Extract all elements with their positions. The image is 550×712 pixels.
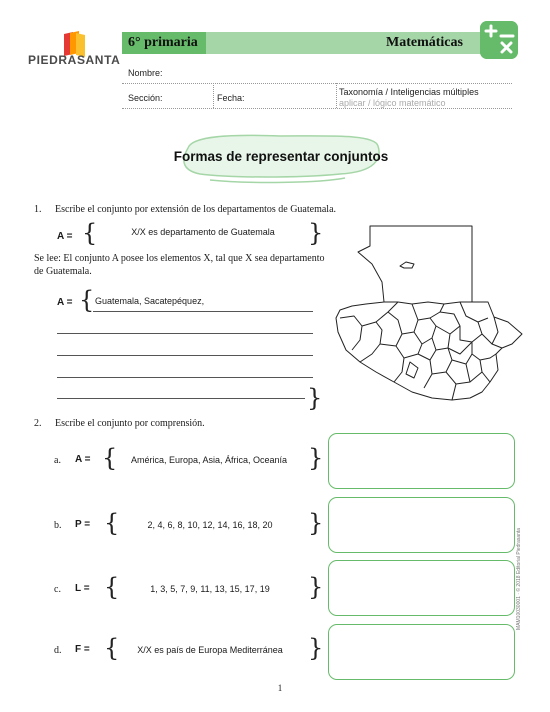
guatemala-departments-map [332, 222, 527, 407]
q1-set-comprehension: X/X es departamento de Guatemala [131, 227, 275, 237]
q2-item-letter: c. [54, 584, 61, 595]
q2-set-label: A = [75, 454, 91, 465]
answer-line[interactable] [57, 333, 313, 334]
q2-set-label: L = [75, 583, 90, 594]
q1-reading: Se lee: El conjunto A posee los elementos X, tal que X sea departamento de Guatemala. [34, 253, 325, 277]
field-divider [336, 83, 337, 108]
q1-number: 1. [34, 204, 42, 215]
nombre-line [122, 83, 512, 84]
right-brace: } [307, 384, 323, 412]
plus-minus-times-icon [480, 21, 518, 59]
field-divider [213, 83, 214, 108]
right-brace: } [308, 573, 324, 601]
q2-item-letter: d. [54, 645, 62, 656]
answer-box[interactable] [328, 624, 515, 680]
q1-set-label: A = [57, 231, 73, 242]
answer-box[interactable] [328, 560, 515, 616]
q2-set-elements: X/X es país de Europa Mediterránea [137, 645, 283, 655]
q2-set-elements: 2, 4, 6, 8, 10, 12, 14, 16, 18, 20 [147, 520, 273, 530]
left-brace: { [102, 444, 118, 472]
right-brace: } [308, 634, 324, 662]
right-brace: } [308, 444, 324, 472]
left-brace: { [82, 219, 98, 247]
grade-label: 6° primaria [128, 35, 198, 50]
answer-box[interactable] [328, 433, 515, 489]
side-code: MAM10030001 · © 2018 Editorial Piedrasanta [516, 527, 522, 630]
brand-name: PIEDRASANTA [28, 53, 121, 67]
q2-item-letter: b. [54, 520, 62, 531]
q2-set-label: F = [75, 644, 90, 655]
answer-line[interactable] [57, 398, 305, 399]
q2-set-elements: 1, 3, 5, 7, 9, 11, 13, 15, 17, 19 [150, 584, 270, 594]
q1-prompt: Escribe el conjunto por extensión de los departamentos de Guatemala. [55, 204, 337, 215]
left-brace: { [104, 509, 120, 537]
seccion-label: Sección: [128, 93, 163, 103]
q2-item-letter: a. [54, 455, 61, 466]
fecha-label: Fecha: [217, 93, 245, 103]
right-brace: } [308, 509, 324, 537]
right-brace: } [308, 219, 324, 247]
q1-extension-label: A = [57, 297, 73, 308]
answer-box[interactable] [328, 497, 515, 553]
left-brace: { [79, 286, 95, 314]
answer-line[interactable] [93, 311, 313, 312]
answer-line[interactable] [57, 377, 313, 378]
seccion-line [122, 108, 512, 109]
left-brace: { [104, 634, 120, 662]
q2-set-label: P = [75, 519, 91, 530]
left-brace: { [104, 573, 120, 601]
page-title: Formas de representar conjuntos [173, 149, 389, 164]
subject-label: Matemáticas [386, 35, 463, 50]
q2-number: 2. [34, 418, 42, 429]
answer-line[interactable] [57, 355, 313, 356]
q2-prompt: Escribe el conjunto por comprensión. [55, 418, 205, 429]
nombre-label: Nombre: [128, 68, 163, 78]
page-number: 1 [277, 683, 283, 693]
taxonomia-label: Taxonomía / Inteligencias múltiples [339, 87, 479, 97]
taxonomia-detail: aplicar / lógico matemático [339, 98, 446, 108]
q1-extension-start: Guatemala, Sacatepéquez, [95, 296, 205, 306]
q2-set-elements: América, Europa, Asia, África, Oceanía [130, 455, 288, 465]
